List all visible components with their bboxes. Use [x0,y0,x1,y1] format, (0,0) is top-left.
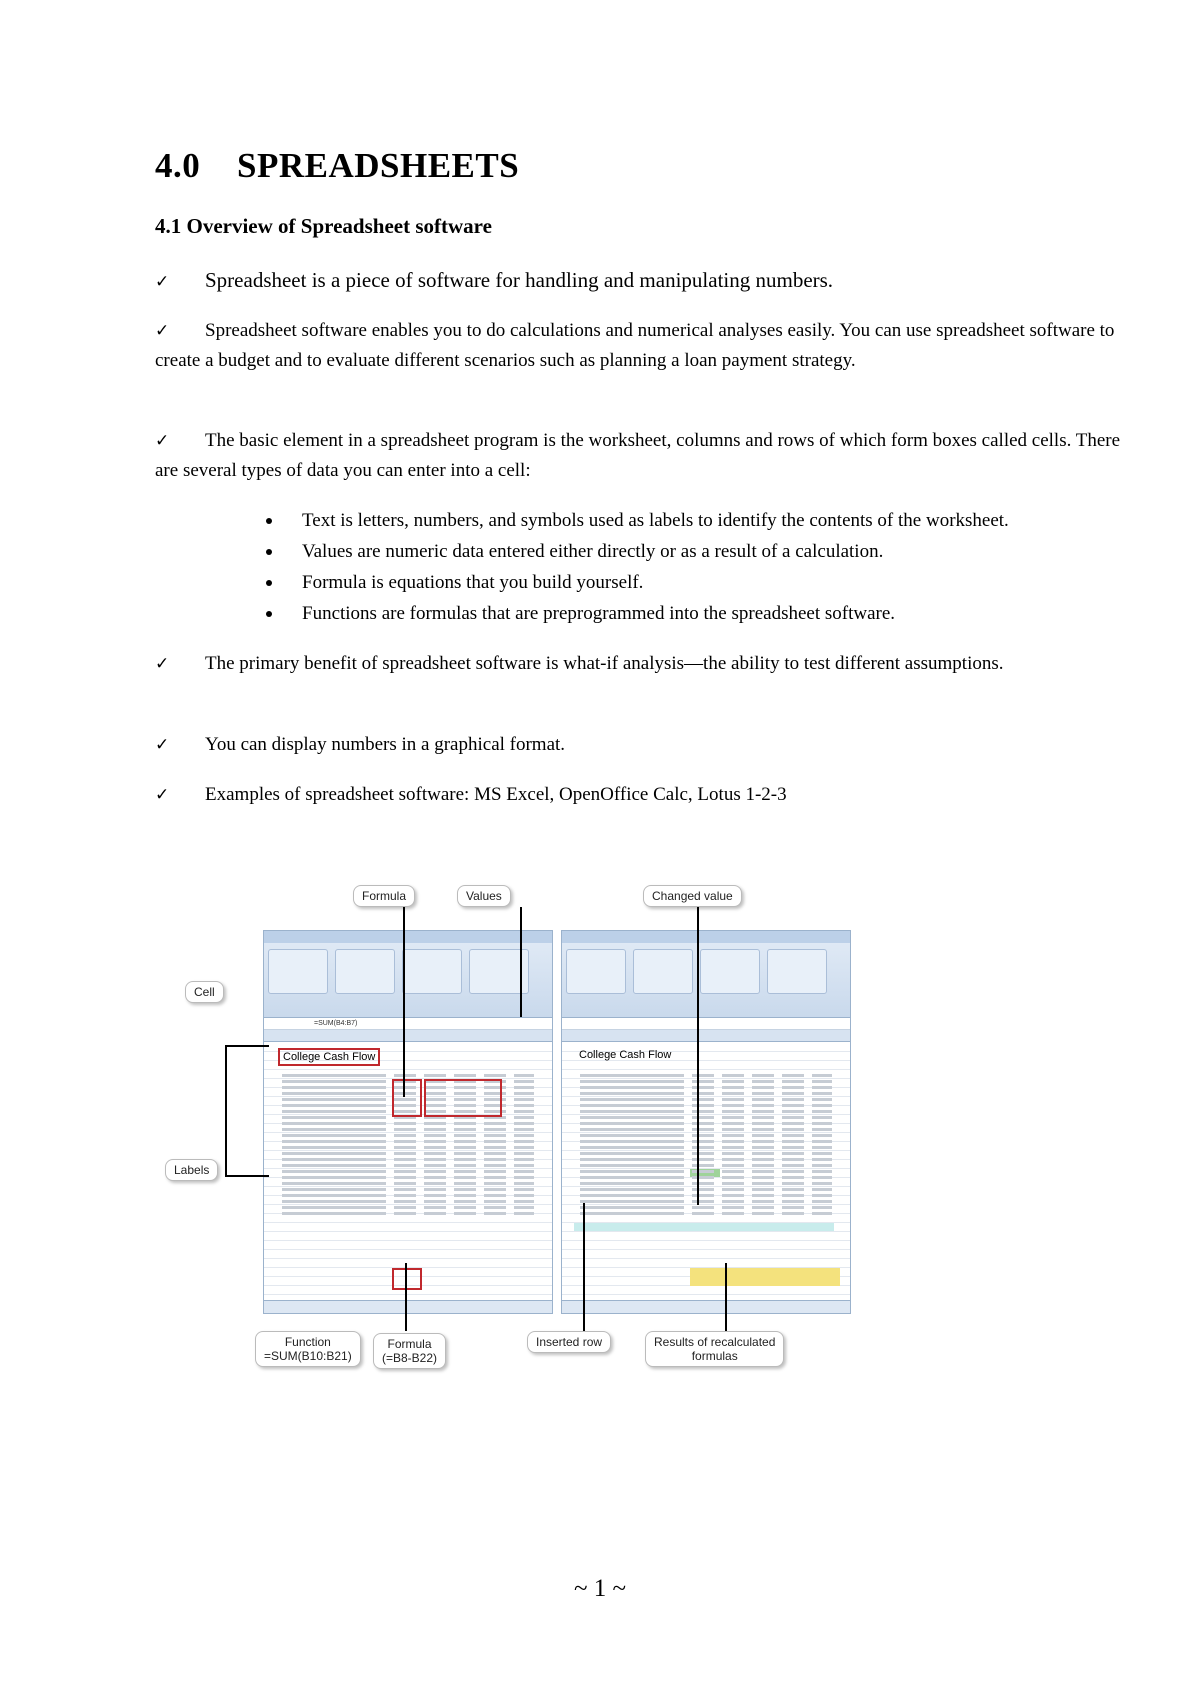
callout-formula-top: Formula [353,885,415,907]
subsection-heading: 4.1 Overview of Spreadsheet software [155,214,492,238]
callout-values: Values [457,885,511,907]
point-2: ✓ Spreadsheet software enables you to do calculations and numerical analyses easily. You can use spreadsheet software to create a budget and to evaluate different scenarios such as planning a loan payment strategy. [155,316,1135,376]
formula-bar: =SUM(B4:B7) [264,1018,552,1030]
check-icon: ✓ [155,785,170,805]
callout-cell: Cell [185,981,224,1003]
data-types-list [262,505,1009,629]
section-heading [155,146,519,186]
list-item: Text is letters, numbers, and symbols used as labels to identify the contents of the worksheet. [262,505,1009,536]
point-5: ✓ You can display numbers in a graphical format. [155,730,1135,760]
callout-results: Results of recalculated formulas [645,1331,784,1367]
callout-inserted-row: Inserted row [527,1331,611,1353]
point-4: ✓ The primary benefit of spreadsheet software is what-if analysis—the ability to test different assumptions. [155,649,1135,679]
list-item: Functions are formulas that are preprogrammed into the spreadsheet software. [262,598,1009,629]
check-icon: ✓ [155,735,170,755]
sheet-title: College Cash Flow [579,1049,672,1061]
section-title: SPREADSHEETS [237,146,520,185]
point-1: ✓ Spreadsheet is a piece of software for handling and manipulating numbers. [155,265,1135,297]
page-number: ~ 1 ~ [573,1575,627,1602]
sheet-title: College Cash Flow [278,1048,380,1066]
callout-changed-value: Changed value [643,885,742,907]
list-item: Values are numeric data entered either directly or as a result of a calculation. [262,536,1009,567]
spreadsheet-pane-left [263,930,553,1314]
spreadsheet-pane-right [561,930,851,1314]
section-number: 4.0 [155,146,201,185]
list-item: Formula is equations that you build yourself. [262,567,1009,598]
spreadsheet-figure [165,885,875,1375]
check-icon: ✓ [155,272,170,292]
check-icon: ✓ [155,431,170,451]
callout-function: Function =SUM(B10:B21) [255,1331,361,1367]
point-3: ✓ The basic element in a spreadsheet program is the worksheet, columns and rows of which form boxes called cells. There are several types of data you can enter into a cell: [155,426,1135,486]
point-6: ✓ Examples of spreadsheet software: MS Excel, OpenOffice Calc, Lotus 1-2-3 [155,780,1135,810]
check-icon: ✓ [155,321,170,341]
callout-labels: Labels [165,1159,218,1181]
callout-formula-bottom: Formula (=B8-B22) [373,1333,446,1369]
check-icon: ✓ [155,654,170,674]
